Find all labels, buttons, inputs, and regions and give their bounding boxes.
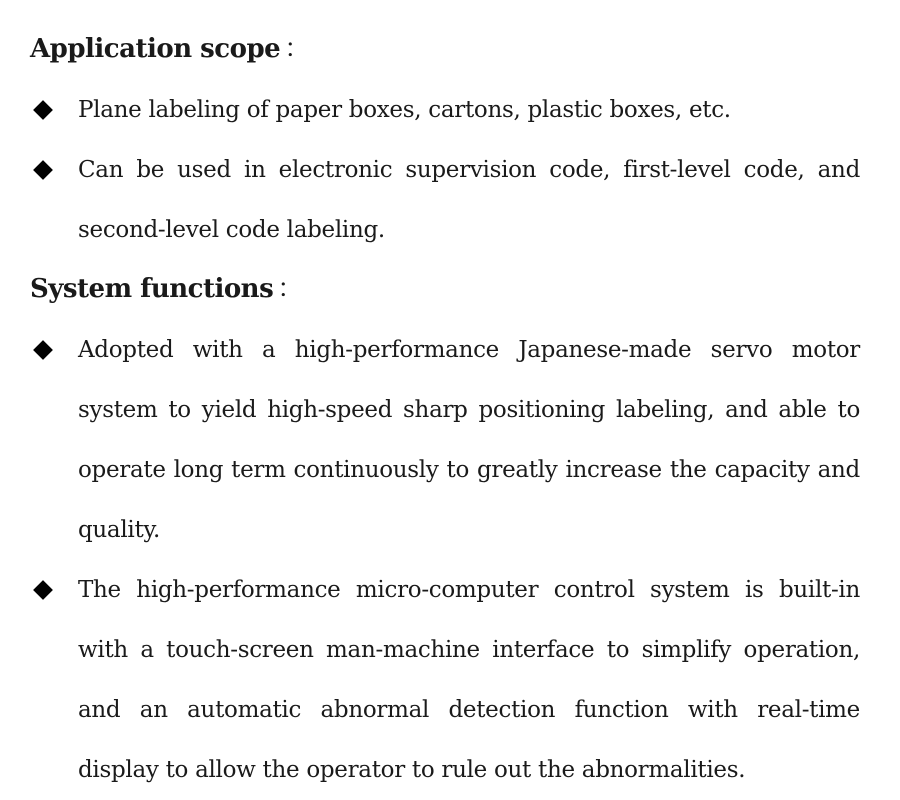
bullet-item (30, 320, 862, 560)
bullet-text: Can be used in electronic supervision code, first-level code, and second-level code labeling. (78, 157, 860, 243)
diamond-bullet-icon (33, 340, 53, 360)
section-heading-application-scope (30, 19, 310, 79)
bullet-item (30, 140, 862, 260)
bullet-text: The high-performance micro-computer control system is built-in with a touch-screen man-machine interface to simplify operation, and an automatic abnormal detection function with real-time display to allow the operator to rule out the abnormalities. (78, 577, 860, 783)
bullet-text: Plane labeling of paper boxes, cartons, plastic boxes, etc. (78, 97, 731, 123)
heading-text: Application scope (30, 34, 281, 64)
bullet-text: Adopted with a high-performance Japanese-made servo motor system to yield high-speed sharp positioning labeling, and able to operate long term continuously to greatly increase the capacity and quality. (78, 337, 860, 543)
heading-colon: ： (284, 34, 310, 64)
diamond-bullet-icon (33, 160, 53, 180)
heading-colon: ： (277, 274, 303, 304)
diamond-bullet-icon (33, 100, 53, 120)
section-heading-system-functions (30, 259, 303, 319)
bullet-item (30, 80, 862, 140)
bullet-item (30, 560, 862, 800)
heading-text: System functions (30, 274, 274, 304)
diamond-bullet-icon (33, 580, 53, 600)
